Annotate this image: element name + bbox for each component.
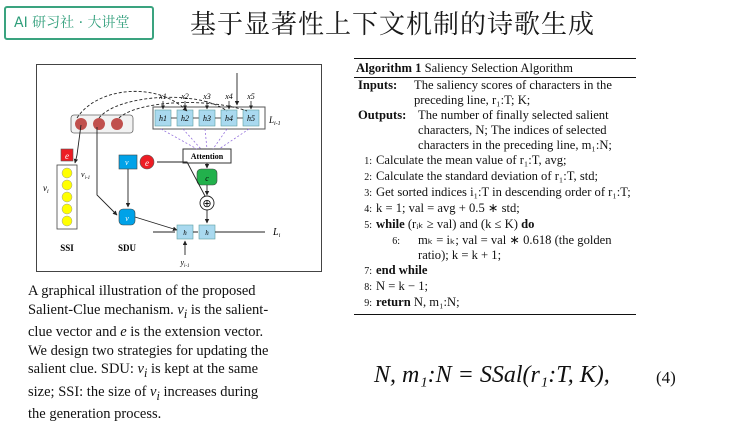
ssi-cell-1: [62, 168, 72, 178]
caption-line-7: the generation process.: [28, 406, 162, 423]
ssi-label: SSI: [60, 243, 74, 253]
algorithm-steps: [354, 153, 636, 311]
vi-to-decoder: [135, 217, 177, 230]
equation-number: (4): [656, 368, 676, 387]
salient-dot-3: [111, 118, 123, 130]
ssi-cell-2: [62, 180, 72, 190]
ssi-cell-3: [62, 192, 72, 202]
sdu-feed-arrow: [97, 127, 117, 215]
algorithm-step-2: 2: Calculate the standard deviation of r₁:T, std;: [364, 169, 599, 183]
salient-clue-diagram: [36, 64, 322, 272]
ssi-cell-4: [62, 204, 72, 214]
caption-line-4: We design two strategies for updating the: [28, 342, 269, 359]
sdu-vi-label: v: [125, 214, 129, 223]
encoder-state-label-1: h1: [159, 114, 167, 123]
caption-line-6: size; SSI: the size of $v_i$ increases during: [28, 383, 259, 403]
sdu-v-label: v: [125, 158, 129, 167]
algorithm-outputs: Outputs: The number of finally selected salient characters, N; The indices of selected characters in the preceding line, m₁:N;: [358, 108, 612, 152]
encoder-state-label-3: h3: [203, 114, 211, 123]
encoder-state-label-4: h4: [225, 114, 233, 123]
event-badge: AI 研习社 · 大讲堂: [4, 6, 154, 40]
caption-line-3: clue vector and e is the extension vector.: [28, 324, 264, 341]
input-label-2: x2: [181, 92, 189, 101]
algorithm-step-8: 8: N = k − 1;: [364, 279, 428, 293]
input-label-5: x5: [247, 92, 255, 101]
input-label-4: x4: [225, 92, 233, 101]
algorithm-step-6: 6: mₖ = iₖ; val = val ∗ 0.618 (the golden ratio); k = k + 1;: [392, 233, 612, 262]
ssi-e-label: e: [65, 151, 69, 161]
ssi-vi1-label: $v_{i-1}$: [81, 170, 91, 181]
ssi-cell-5: [62, 216, 72, 226]
encoder-state-label-5: h5: [247, 114, 255, 123]
attention-label: Attention: [190, 152, 224, 161]
algorithm-step-3: 3: Get sorted indices i₁:T in descending order of r₁:T;: [364, 185, 631, 199]
figure-caption: [28, 282, 328, 424]
slide-title: 基于显著性上下文机制的诗歌生成: [190, 10, 596, 40]
caption-line-2: Salient-Clue mechanism. $v_i$ is the salient-: [28, 301, 269, 321]
algorithm-step-1: 1: Calculate the mean value of r₁:T, avg;: [364, 153, 567, 167]
caption-line-1: A graphical illustration of the proposed: [28, 283, 256, 299]
ssi-vi-label: $v_i$: [43, 183, 49, 195]
caption-line-5: salient clue. SDU: $v_i$ is kept at the same: [28, 361, 259, 381]
input-label-1: x1: [159, 92, 167, 101]
context-label: c: [205, 174, 209, 183]
salient-dot-2: [93, 118, 105, 130]
encoder-state-label-2: h2: [181, 114, 189, 123]
decoder-prev-label: h: [183, 229, 187, 237]
algorithm-step-4: 4: k = 1; val = avg + 0.5 ∗ std;: [364, 201, 520, 215]
l-current-label: $L_i$: [273, 227, 281, 239]
decoder-label: h: [205, 229, 209, 237]
algorithm-title: Algorithm 1 Saliency Selection Algorithm: [356, 61, 573, 75]
input-label-3: x3: [203, 92, 211, 101]
equation: N, m₁:N = SSal(r₁:T, K),: [374, 362, 610, 388]
l-prev-label: $L_{i-1}$: [269, 115, 281, 127]
algorithm-step-9: 9: return N, m₁:N;: [364, 295, 460, 309]
combine-symbol: ⊕: [202, 198, 212, 210]
algorithm-step-7: 7: end while: [364, 263, 428, 277]
sdu-label: SDU: [117, 243, 137, 253]
y-prev-label: $y_{i-1}$: [180, 258, 190, 269]
algorithm-step-5: 5: while (rᵢₖ ≥ val) and (k ≤ K) do: [364, 217, 535, 231]
diagram-svg: [37, 65, 323, 273]
sdu-e-label: e: [145, 158, 149, 168]
algorithm-inputs: Inputs: The saliency scores of characters in the preceding line, r₁:T; K;: [358, 78, 612, 107]
attention-edges: [161, 129, 249, 149]
algorithm-block: [354, 58, 636, 315]
